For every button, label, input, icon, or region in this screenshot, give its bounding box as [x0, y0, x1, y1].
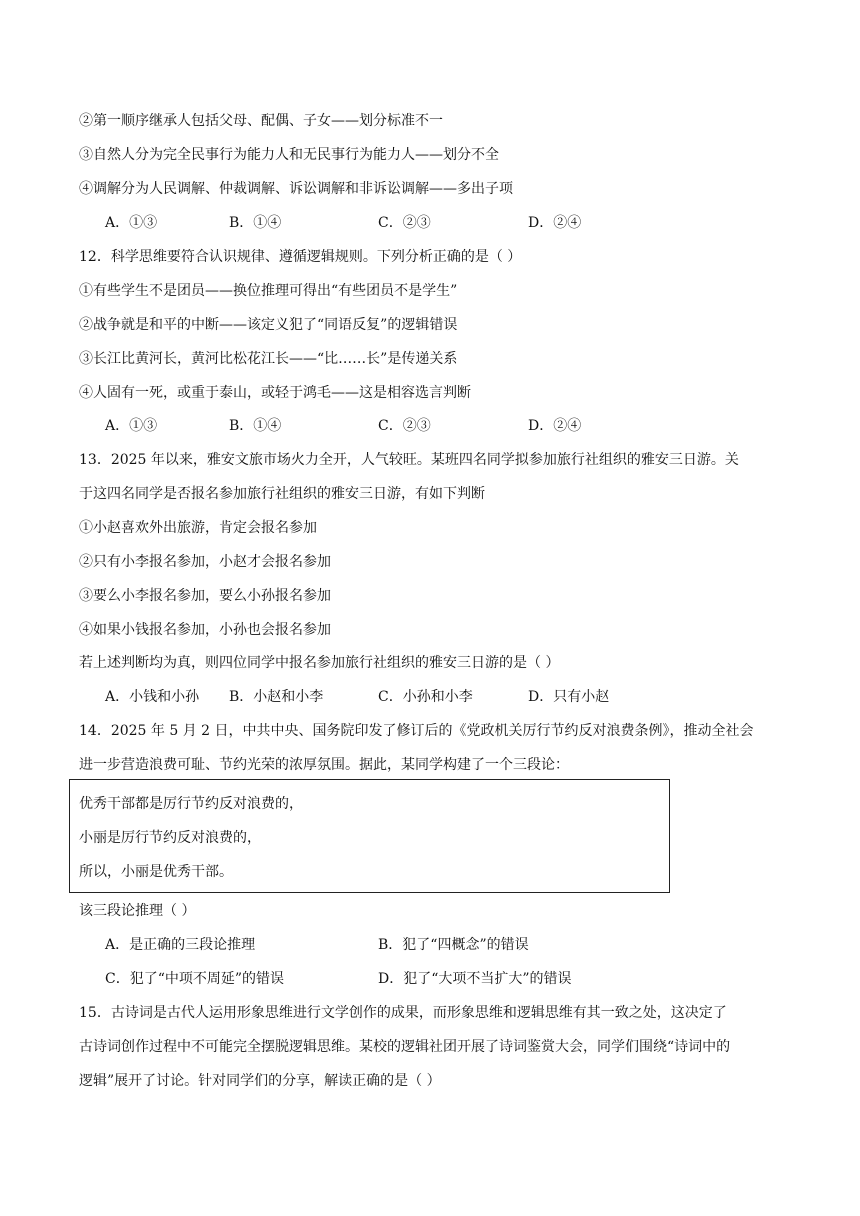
q13-stem-line-2: 于这四名同学是否报名参加旅行社组织的雅安三日游，有如下判断 — [79, 486, 485, 502]
q14-option-d[interactable]: D．犯了“大项不当扩大”的错误 — [378, 971, 572, 987]
q13-option-b[interactable]: B．小赵和小李 — [229, 689, 324, 705]
q11-option-b[interactable]: B．①④ — [229, 215, 282, 231]
q13-option-d[interactable]: D．只有小赵 — [528, 689, 610, 705]
q11-item-3: ③自然人分为完全民事行为能力人和无民事行为能力人——划分不全 — [79, 147, 499, 163]
q11-option-a[interactable]: A．①③ — [105, 215, 158, 231]
q11-option-c[interactable]: C．②③ — [378, 215, 431, 231]
q14-option-a[interactable]: A．是正确的三段论推理 — [105, 937, 256, 953]
q11-item-4: ④调解分为人民调解、仲裁调解、诉讼调解和非诉讼调解——多出子项 — [79, 181, 513, 197]
syllogism-minor-premise: 小丽是厉行节约反对浪费的， — [79, 830, 261, 846]
q12-option-a[interactable]: A．①③ — [105, 418, 158, 434]
q12-stem: 12．科学思维要符合认识规律、遵循逻辑规则。下列分析正确的是（ ） — [79, 249, 522, 265]
q13-question: 若上述判断均为真，则四位同学中报名参加旅行社组织的雅安三日游的是（ ） — [79, 655, 560, 671]
q13-item-2: ②只有小李报名参加，小赵才会报名参加 — [79, 554, 331, 570]
q11-option-d[interactable]: D．②④ — [528, 215, 582, 231]
q15-stem-line-3: 逻辑”展开了讨论。针对同学们的分享，解读正确的是（ ） — [79, 1073, 441, 1089]
q13-item-3: ③要么小李报名参加，要么小孙报名参加 — [79, 588, 331, 604]
q14-stem-line-2: 进一步营造浪费可耻、节约光荣的浓厚氛围。据此，某同学构建了一个三段论： — [79, 757, 569, 773]
q12-item-4: ④人固有一死，或重于泰山，或轻于鸿毛——这是相容选言判断 — [79, 385, 471, 401]
q13-stem-line-1: 13．2025 年以来，雅安文旅市场火力全开，人气较旺。某班四名同学拟参加旅行社组织的雅安三日游。关 — [79, 452, 739, 468]
q12-item-1: ①有些学生不是团员——换位推理可得出“有些团员不是学生” — [79, 283, 458, 299]
q13-item-1: ①小赵喜欢外出旅游，肯定会报名参加 — [79, 520, 317, 536]
q14-stem-line-1: 14．2025 年 5 月 2 日，中共中央、国务院印发了修订后的《党政机关厉行节约反对浪费条例》，推动全社会 — [79, 723, 754, 739]
q15-stem-line-1: 15．古诗词是古代人运用形象思维进行文学创作的成果，而形象思维和逻辑思维有其一致之处，这决定了 — [79, 1005, 727, 1021]
q15-stem-line-2: 古诗词创作过程中不可能完全摆脱逻辑思维。某校的逻辑社团开展了诗词鉴赏大会，同学们围绕“诗词中的 — [79, 1039, 731, 1055]
syllogism-box — [69, 779, 670, 893]
q14-option-c[interactable]: C．犯了“中项不周延”的错误 — [105, 971, 285, 987]
q14-question: 该三段论推理（ ） — [79, 903, 196, 919]
q13-option-a[interactable]: A．小钱和小孙 — [105, 689, 200, 705]
q13-option-c[interactable]: C．小孙和小李 — [378, 689, 473, 705]
q12-item-2: ②战争就是和平的中断——该定义犯了“同语反复”的逻辑错误 — [79, 317, 458, 333]
q12-item-3: ③长江比黄河长，黄河比松花江长——“比……长”是传递关系 — [79, 351, 458, 367]
syllogism-major-premise: 优秀干部都是厉行节约反对浪费的， — [79, 796, 303, 812]
q12-option-b[interactable]: B．①④ — [229, 418, 282, 434]
q11-item-2: ②第一顺序继承人包括父母、配偶、子女——划分标准不一 — [79, 113, 443, 129]
syllogism-conclusion: 所以，小丽是优秀干部。 — [79, 864, 233, 880]
q12-option-d[interactable]: D．②④ — [528, 418, 582, 434]
q13-item-4: ④如果小钱报名参加，小孙也会报名参加 — [79, 622, 331, 638]
q12-option-c[interactable]: C．②③ — [378, 418, 431, 434]
q14-option-b[interactable]: B．犯了“四概念”的错误 — [378, 937, 529, 953]
